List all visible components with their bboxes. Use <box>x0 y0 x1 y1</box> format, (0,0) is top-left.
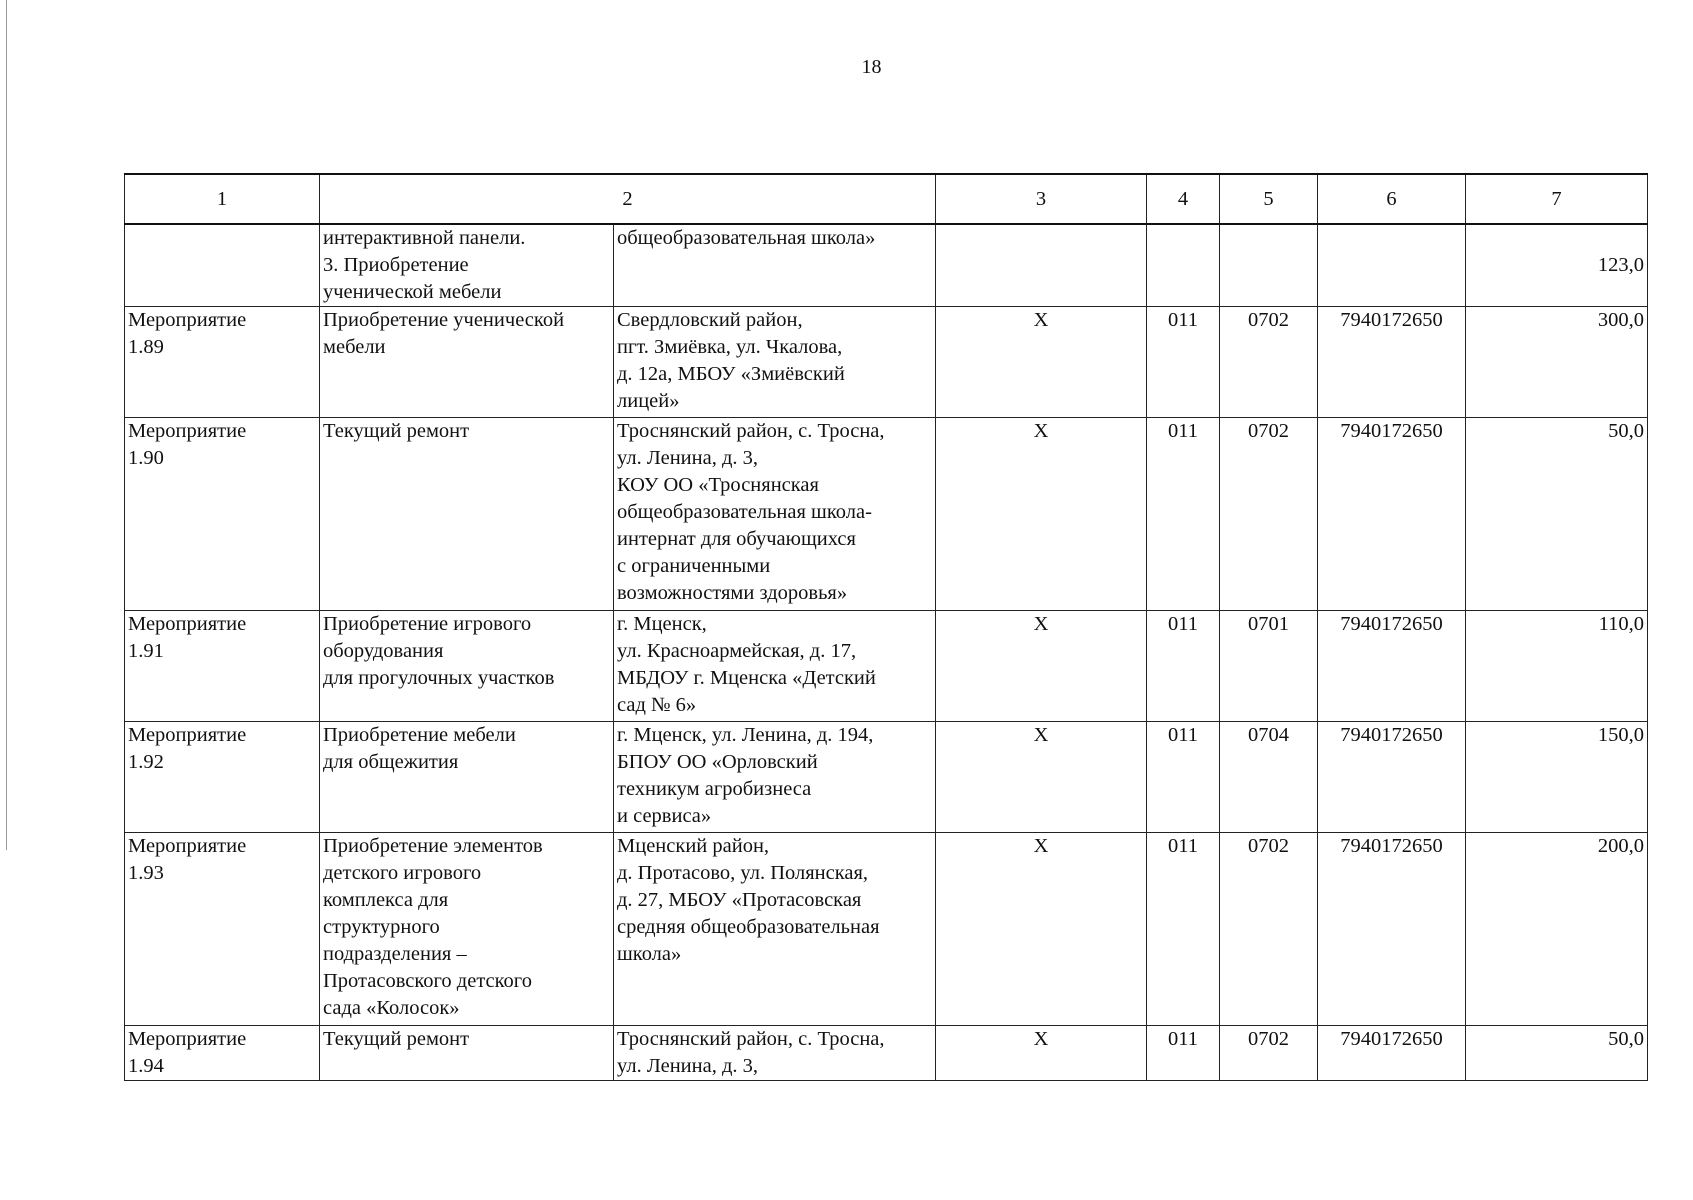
cell-mark <box>936 224 1147 307</box>
cell-amount: 50,0 <box>1466 1026 1648 1081</box>
cell-amount: 200,0 <box>1466 833 1648 1026</box>
cell-mark: X <box>936 611 1147 722</box>
cell-amount: 110,0 <box>1466 611 1648 722</box>
cell-code6: 7940172650 <box>1318 307 1466 418</box>
table-row <box>125 1026 1648 1081</box>
cell-amount: 123,0 <box>1466 224 1648 307</box>
cell-code4: 011 <box>1147 611 1220 722</box>
cell-code6: 7940172650 <box>1318 1026 1466 1081</box>
cell-address: Мценский район, д. Протасово, ул. Полянская, д. 27, МБОУ «Протасовская средняя общеобразовательная школа» <box>614 833 936 1026</box>
page-number: 18 <box>861 56 882 78</box>
cell-work: Приобретение игрового оборудования для прогулочных участков <box>320 611 614 722</box>
cell-mark: X <box>936 833 1147 1026</box>
header-cell-4: 4 <box>1147 174 1220 224</box>
cell-id: Мероприятие 1.92 <box>125 722 320 833</box>
cell-id: Мероприятие 1.91 <box>125 611 320 722</box>
cell-id: Мероприятие 1.93 <box>125 833 320 1026</box>
header-cell-2: 2 <box>320 174 936 224</box>
cell-mark: X <box>936 722 1147 833</box>
cell-code6: 7940172650 <box>1318 418 1466 611</box>
cell-mark: X <box>936 418 1147 611</box>
cell-code6: 7940172650 <box>1318 611 1466 722</box>
cell-code4: 011 <box>1147 722 1220 833</box>
cell-amount: 300,0 <box>1466 307 1648 418</box>
measures-table <box>124 173 1648 1081</box>
header-cell-7: 7 <box>1466 174 1648 224</box>
cell-code6: 7940172650 <box>1318 833 1466 1026</box>
cell-code6: 7940172650 <box>1318 722 1466 833</box>
cell-mark: X <box>936 1026 1147 1081</box>
cell-work: Текущий ремонт <box>320 418 614 611</box>
cell-work: Приобретение элементов детского игрового комплекса для структурного подразделения – Протасовского детского сада «Колосок» <box>320 833 614 1026</box>
table-row <box>125 307 1648 418</box>
cell-id: Мероприятие 1.94 <box>125 1026 320 1081</box>
cell-address: г. Мценск, ул. Красноармейская, д. 17, МБДОУ г. Мценска «Детский сад № 6» <box>614 611 936 722</box>
cell-code4: 011 <box>1147 418 1220 611</box>
cell-address: Троснянский район, с. Тросна, ул. Ленина, д. 3, КОУ ОО «Троснянская общеобразовательная школа- интернат для обучающихся с ограниченными возможностями здоровья» <box>614 418 936 611</box>
cell-code6 <box>1318 224 1466 307</box>
cell-code5: 0702 <box>1220 833 1318 1026</box>
header-cell-3: 3 <box>936 174 1147 224</box>
header-cell-5: 5 <box>1220 174 1318 224</box>
cell-id: Мероприятие 1.90 <box>125 418 320 611</box>
binding-edge-line <box>6 0 7 850</box>
table-row <box>125 833 1648 1026</box>
cell-code5: 0701 <box>1220 611 1318 722</box>
table-row <box>125 611 1648 722</box>
cell-work: интерактивной панели. 3. Приобретение ученической мебели <box>320 224 614 307</box>
cell-address: Свердловский район, пгт. Змиёвка, ул. Чкалова, д. 12а, МБОУ «Змиёвский лицей» <box>614 307 936 418</box>
cell-code4 <box>1147 224 1220 307</box>
cell-code4: 011 <box>1147 1026 1220 1081</box>
cell-amount: 50,0 <box>1466 418 1648 611</box>
cell-id: Мероприятие 1.89 <box>125 307 320 418</box>
cell-address: г. Мценск, ул. Ленина, д. 194, БПОУ ОО «Орловский техникум агробизнеса и сервиса» <box>614 722 936 833</box>
cell-work: Приобретение ученической мебели <box>320 307 614 418</box>
cell-code5: 0702 <box>1220 1026 1318 1081</box>
cell-code5: 0704 <box>1220 722 1318 833</box>
cell-mark: X <box>936 307 1147 418</box>
cell-id <box>125 224 320 307</box>
cell-address: Троснянский район, с. Тросна, ул. Ленина, д. 3, <box>614 1026 936 1081</box>
continuation-row <box>125 224 1648 307</box>
cell-amount: 150,0 <box>1466 722 1648 833</box>
cell-work: Приобретение мебели для общежития <box>320 722 614 833</box>
cell-code4: 011 <box>1147 307 1220 418</box>
cell-address: общеобразовательная школа» <box>614 224 936 307</box>
cell-code5: 0702 <box>1220 418 1318 611</box>
table-row <box>125 418 1648 611</box>
header-cell-6: 6 <box>1318 174 1466 224</box>
cell-work: Текущий ремонт <box>320 1026 614 1081</box>
cell-code5: 0702 <box>1220 307 1318 418</box>
header-cell-1: 1 <box>125 174 320 224</box>
table-row <box>125 722 1648 833</box>
table-header-row <box>125 174 1648 224</box>
cell-code4: 011 <box>1147 833 1220 1026</box>
cell-code5 <box>1220 224 1318 307</box>
